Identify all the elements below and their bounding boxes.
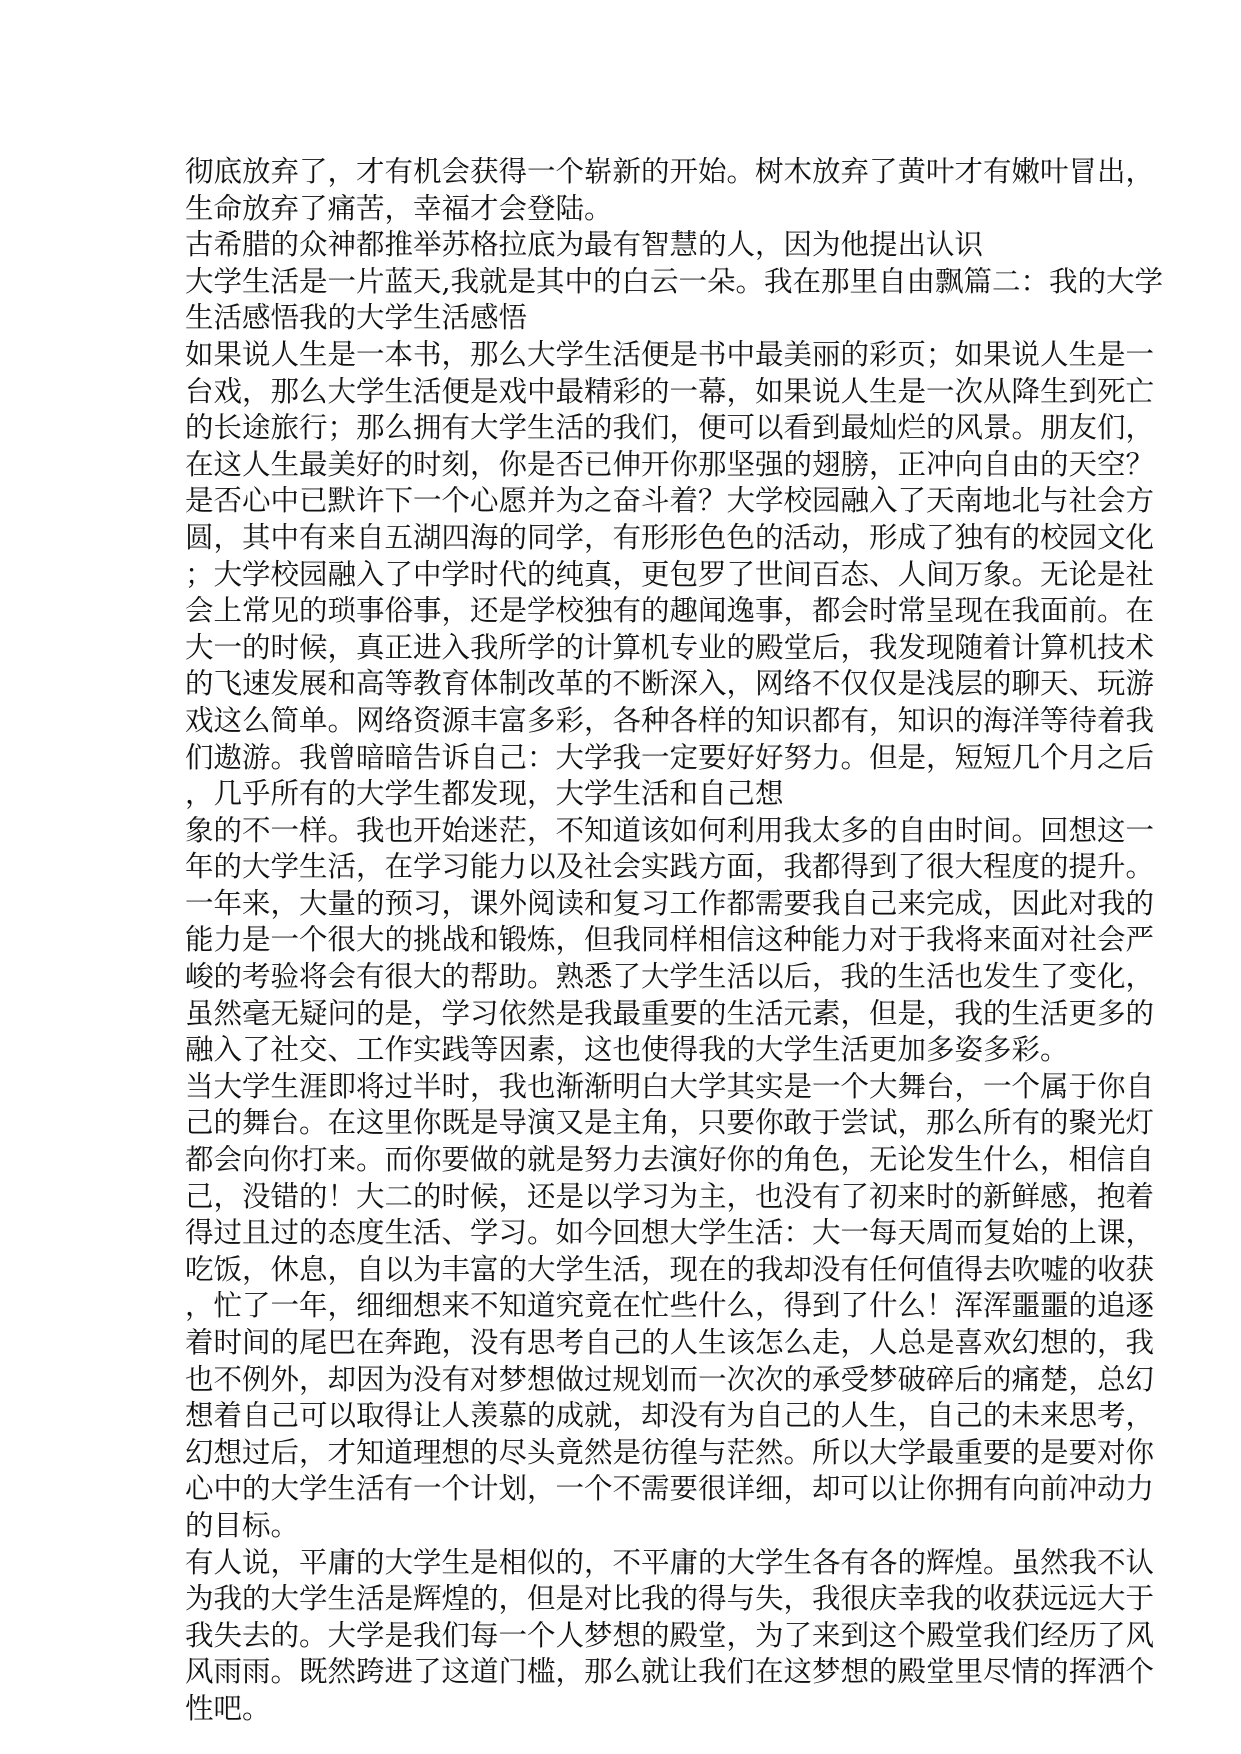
text-line: 大学生活是一片蓝天,我就是其中的白云一朵。我在那里自由飘篇二：我的大学 <box>185 264 1164 298</box>
text-line: 着时间的尾巴在奔跑，没有思考自己的人生该怎么走，人总是喜欢幻想的，我 <box>185 1326 1155 1359</box>
text-line: 大一的时候，真正进入我所学的计算机专业的殿堂后，我发现随着计算机技术 <box>185 630 1155 664</box>
text-line: 也不例外，却因为没有对梦想做过规划而一次次的承受梦破碎后的痛楚，总幻 <box>185 1362 1155 1396</box>
text-line: 生活感悟我的大学生活感悟 <box>185 301 528 335</box>
text-line: 虽然毫无疑问的是，学习依然是我最重要的生活元素，但是，我的生活更多的 <box>185 996 1155 1030</box>
text-line: 们遨游。我曾暗暗告诉自己：大学我一定要好好努力。但是，短短几个月之后 <box>185 740 1155 774</box>
text-line: 如果说人生是一本书，那么大学生活便是书中最美丽的彩页；如果说人生是一 <box>185 337 1155 371</box>
text-line: 是否心中已默许下一个心愿并为之奋斗着？大学校园融入了天南地北与社会方 <box>185 484 1155 518</box>
text-line: 得过且过的态度生活、学习。如今回想大学生活：大一每天周而复始的上课， <box>185 1216 1155 1250</box>
document-page <box>185 154 1195 1728</box>
text-line: ，几乎所有的大学生都发现，大学生活和自己想 <box>185 777 784 811</box>
text-line: 的飞速发展和高等教育体制改革的不断深入，网络不仅仅是浅层的聊天、玩游 <box>185 667 1155 701</box>
text-line: 生命放弃了痛苦，幸福才会登陆。 <box>185 191 613 225</box>
text-line: 的目标。 <box>185 1508 300 1542</box>
text-line: 彻底放弃了，才有机会获得一个崭新的开始。树木放弃了黄叶才有嫩叶冒出， <box>185 155 1155 188</box>
text-line: 象的不一样。我也开始迷茫，不知道该如何利用我太多的自由时间。回想这一 <box>185 813 1155 847</box>
text-line: 性吧。 <box>185 1691 271 1725</box>
text-line: 在这人生最美好的时刻，你是否已伸开你那坚强的翅膀，正冲向自由的天空？ <box>185 447 1155 481</box>
text-line: 我失去的。大学是我们每一个人梦想的殿堂，为了来到这个殿堂我们经历了风 <box>185 1618 1155 1652</box>
text-line: ；大学校园融入了中学时代的纯真，更包罗了世间百态、人间万象。无论是社 <box>185 557 1155 591</box>
text-line: 一年来，大量的预习，课外阅读和复习工作都需要我自己来完成，因此对我的 <box>185 886 1155 920</box>
text-line: 古希腊的众神都推举苏格拉底为最有智慧的人，因为他提出认识 <box>185 228 984 262</box>
text-line: 戏这么简单。网络资源丰富多彩，各种各样的知识都有，知识的海洋等待着我 <box>185 703 1155 737</box>
text-line: 台戏，那么大学生活便是戏中最精彩的一幕，如果说人生是一次从降生到死亡 <box>185 374 1155 408</box>
text-line: 幻想过后，才知道理想的尽头竟然是彷徨与茫然。所以大学最重要的是要对你 <box>185 1435 1155 1469</box>
text-line: ，忙了一年，细细想来不知道究竟在忙些什么，得到了什么！浑浑噩噩的追逐 <box>185 1289 1155 1323</box>
text-line: 心中的大学生活有一个计划，一个不需要很详细，却可以让你拥有向前冲动力 <box>185 1472 1155 1506</box>
text-line: 圆，其中有来自五湖四海的同学，有形形色色的活动，形成了独有的校园文化 <box>185 520 1155 554</box>
text-line: 都会向你打来。而你要做的就是努力去演好你的角色，无论发生什么，相信自 <box>185 1143 1155 1177</box>
text-line: 年的大学生活，在学习能力以及社会实践方面，我都得到了很大程度的提升。 <box>185 850 1155 884</box>
text-line: 峻的考验将会有很大的帮助。熟悉了大学生活以后，我的生活也发生了变化， <box>185 960 1155 994</box>
text-line: 当大学生涯即将过半时，我也渐渐明白大学其实是一个大舞台，一个属于你自 <box>185 1069 1155 1103</box>
text-line: 融入了社交、工作实践等因素，这也使得我的大学生活更加多姿多彩。 <box>185 1033 1069 1067</box>
text-line: 己，没错的！大二的时候，还是以学习为主，也没有了初来时的新鲜感，抱着 <box>185 1179 1155 1213</box>
text-line: 己的舞台。在这里你既是导演又是主角，只要你敢于尝试，那么所有的聚光灯 <box>185 1106 1155 1140</box>
text-line: 的长途旅行；那么拥有大学生活的我们，便可以看到最灿烂的风景。朋友们， <box>185 411 1155 445</box>
text-line: 有人说，平庸的大学生是相似的，不平庸的大学生各有各的辉煌。虽然我不认 <box>185 1545 1155 1579</box>
text-line: 想着自己可以取得让人羡慕的成就，却没有为自己的人生，自己的未来思考， <box>185 1399 1155 1433</box>
text-line: 会上常见的琐事俗事，还是学校独有的趣闻逸事，都会时常呈现在我面前。在 <box>185 594 1155 628</box>
text-line: 吃饭，休息，自以为丰富的大学生活，现在的我却没有任何值得去吹嘘的收获 <box>185 1252 1155 1286</box>
text-line: 为我的大学生活是辉煌的，但是对比我的得与失，我很庆幸我的收获远远大于 <box>185 1582 1155 1616</box>
text-line: 风雨雨。既然跨进了这道门槛，那么就让我们在这梦想的殿堂里尽情的挥洒个 <box>185 1655 1155 1689</box>
text-line: 能力是一个很大的挑战和锻炼，但我同样相信这种能力对于我将来面对社会严 <box>185 923 1155 957</box>
